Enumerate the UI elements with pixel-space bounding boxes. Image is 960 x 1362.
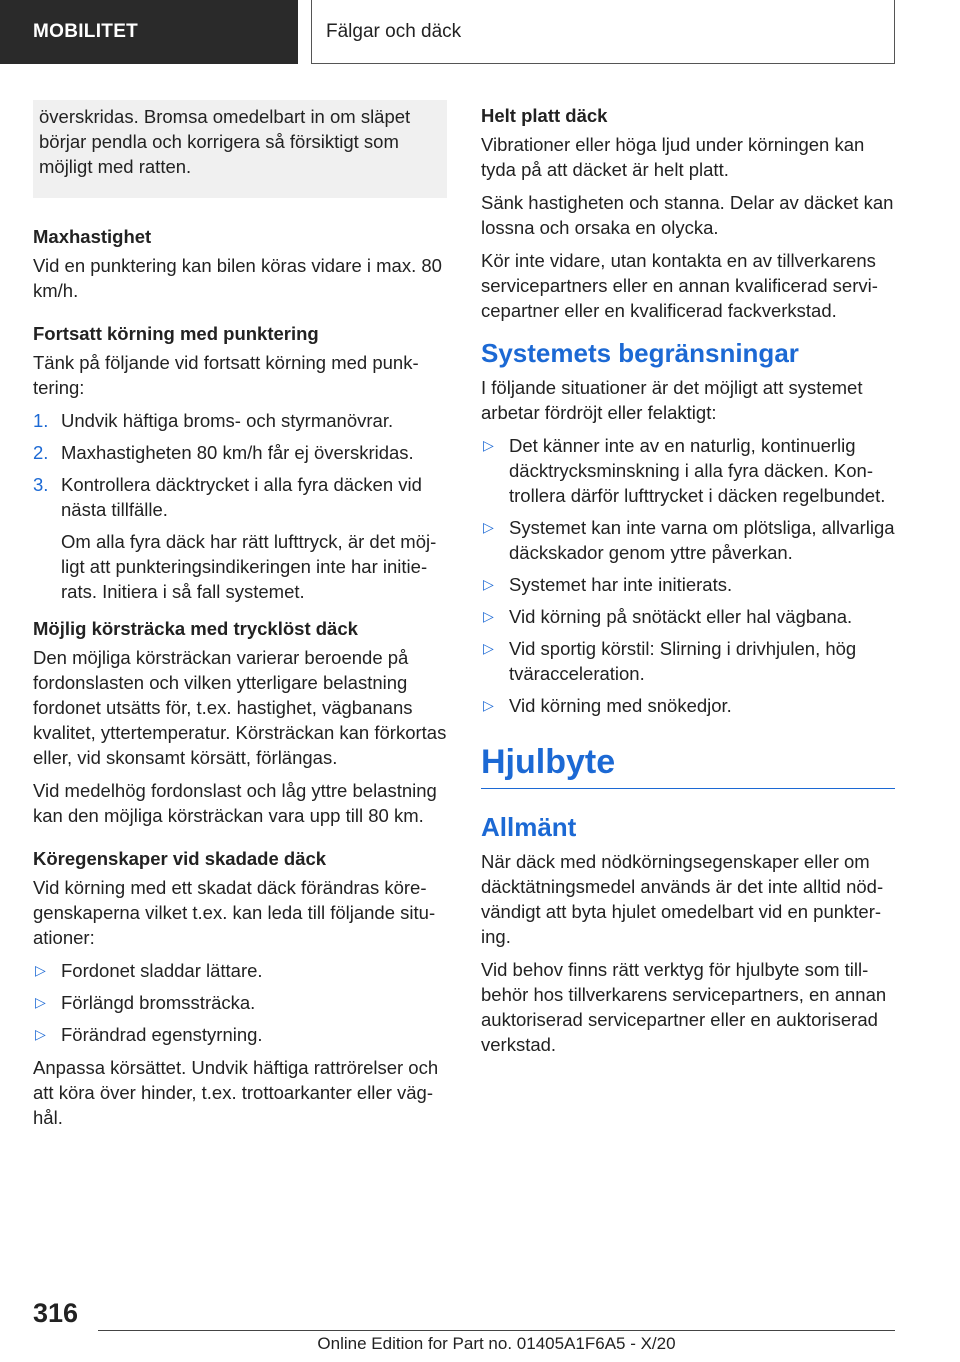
triangle-bullet-icon: ▷ (483, 697, 494, 713)
system-limits-heading: Systemets begränsningar (481, 338, 799, 368)
general-paragraph-1: När däck med nödkörningsegenskaper eller om däcktätningsmedel används är det inte alltid nödvändigt att byta hjulet omedelbart vid en punktering. (481, 851, 884, 947)
triangle-bullet-icon: ▷ (483, 519, 494, 535)
system-limits-list (481, 433, 895, 718)
flat-tyre-paragraph-1: Vibrationer eller höga ljud under körningen kan tyda på att däcket är helt platt. (481, 134, 865, 180)
footer-edition: Online Edition for Part no. 01405A1F6A5 - X/20 (317, 1334, 676, 1353)
step-text: Undvik häftiga broms- och styrmanövrar. (61, 410, 394, 431)
page-number: 316 (33, 1298, 79, 1328)
list-item: ▷ Förlängd bromssträcka. (35, 992, 256, 1013)
list-item: ▷ Vid körning på snötäckt eller hal vägbana. (483, 606, 853, 627)
list-item: ▷ Fordonet sladdar lättare. (35, 960, 263, 981)
driving-properties-after: Anpassa körsättet. Undvik häftiga rattrörelser och att köra över hinder, t.ex. trottoarkanter eller väghål. (33, 1057, 439, 1128)
triangle-bullet-icon: ▷ (483, 640, 494, 656)
list-item: ▷ Vid körning med snökedjor. (483, 695, 732, 716)
step-number: 2. (33, 442, 49, 463)
range-paragraph-2: Vid medelhög fordonslast och låg yttre belastning kan den möjliga körsträckan vara upp till 80 km. (33, 780, 437, 826)
list-item: ▷ Vid sportig körstil: Slirning i drivhjulen, hög tväracceleration. (483, 638, 857, 684)
flat-tyre-heading: Helt platt däck (481, 105, 608, 126)
triangle-bullet-icon: ▷ (35, 1026, 46, 1042)
list-item: ▷ Systemet har inte initierats. (483, 574, 733, 595)
step-number: 3. (33, 474, 49, 495)
list-item: ▷ Systemet kan inte varna om plötsliga, allvarliga däckskador genom yttre påverkan. (483, 517, 895, 563)
max-speed-heading: Maxhastighet (33, 226, 152, 247)
triangle-bullet-icon: ▷ (35, 994, 46, 1010)
triangle-bullet-icon: ▷ (483, 576, 494, 592)
triangle-bullet-icon: ▷ (483, 608, 494, 624)
section-tab: MOBILITET (0, 0, 298, 64)
driving-properties-text: Vid körning med ett skadat däck förändras köregenskaperna vilket t.ex. kan leda till följande situationer: (33, 877, 436, 948)
step-text: Kontrollera däcktrycket i alla fyra däcken vid nästa tillfälle. (61, 474, 422, 520)
max-speed-text: Vid en punktering kan bilen köras vidare i max. 80 km/h. (33, 255, 442, 301)
flat-tyre-paragraph-2: Sänk hastigheten och stanna. Delar av däcket kan lossna och orsaka en olycka. (481, 192, 894, 238)
range-paragraph-1: Den möjliga körsträckan varierar beroende på fordonslasten och vilken ytterligare belastning fordonet utsätts för, t.ex. hastighet, vägbanans kvalitet, yttertemperatur. Körsträckan kan förkortas eller, vid skonsamt körsätt, förlängas. (33, 647, 447, 768)
driving-properties-heading: Köregenskaper vid skadade däck (33, 848, 327, 869)
steps-list (33, 408, 447, 604)
list-item (33, 440, 447, 465)
step-number: 1. (33, 410, 49, 431)
list-item (33, 472, 447, 604)
list-item (33, 408, 447, 433)
system-limits-text: I följande situationer är det möjligt att systemet arbetar fördröjt eller felaktigt: (481, 377, 863, 423)
continued-driving-text: Tänk på följande vid fortsatt körning med punktering: (33, 352, 419, 398)
note-box (33, 100, 447, 198)
continued-driving-heading: Fortsatt körning med punktering (33, 323, 319, 344)
left-column (33, 224, 447, 1138)
step-text: Maxhastigheten 80 km/h får ej överskridas. (61, 442, 414, 463)
list-item: ▷ Det känner inte av en naturlig, kontinuerlig däcktrycksminskning i alla fyra däcken. Kontrollera därför lufttrycket i däcken regelbundet. (483, 435, 886, 506)
chapter-title: Fälgar och däck (311, 0, 895, 64)
flat-tyre-paragraph-3: Kör inte vidare, utan kontakta en av tillverkarens servicepartners eller en annan kvalificerad servicepartner eller en kvalificerad fackverkstad. (481, 250, 878, 321)
triangle-bullet-icon: ▷ (35, 962, 46, 978)
driving-properties-list (33, 958, 447, 1047)
wheel-change-heading: Hjulbyte (481, 740, 895, 789)
right-column (481, 103, 895, 1065)
range-heading: Möjlig körsträcka med trycklöst däck (33, 618, 358, 639)
note-text: överskridas. Bromsa omedelbart in om släpet börjar pendla och korrigera så försiktigt som möjligt med ratten. (39, 106, 411, 177)
general-paragraph-2: Vid behov finns rätt verktyg för hjulbyte som tillbehör hos tillverkarens servicepartners, en annan auktoriserad servicepartner eller en auktoriserad verkstad. (481, 959, 887, 1055)
list-item: ▷ Förändrad egenstyrning. (35, 1024, 263, 1045)
general-heading: Allmänt (481, 812, 577, 842)
step-extra-text: Om alla fyra däck har rätt lufttryck, är det möjligt att punkteringsindikeringen inte har initierats. Initiera i så fall systemet. (61, 531, 437, 602)
triangle-bullet-icon: ▷ (483, 437, 494, 453)
footer-divider (98, 1330, 895, 1331)
